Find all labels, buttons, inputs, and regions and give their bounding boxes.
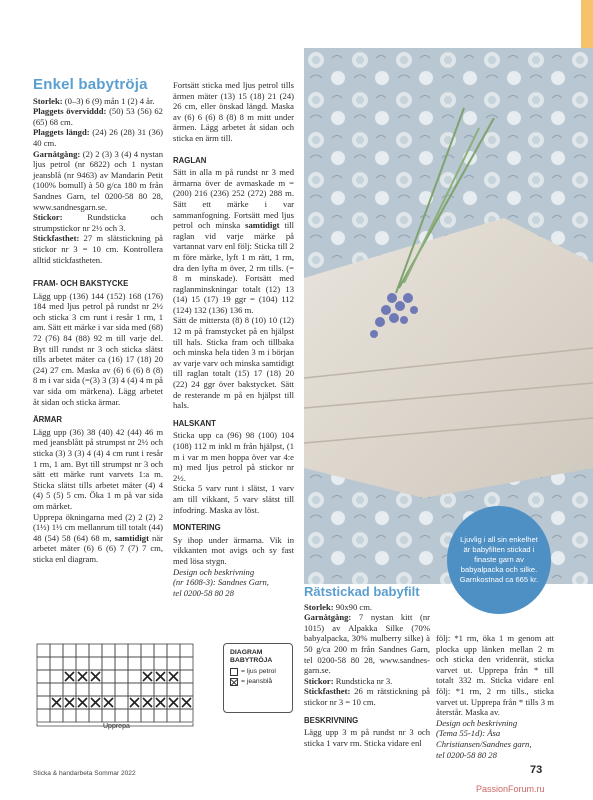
chart-cell — [128, 709, 141, 722]
chart-cell — [89, 644, 102, 657]
watermark: PassionForum.ru — [476, 784, 545, 794]
chart-cell — [50, 657, 63, 670]
chart-legend — [223, 643, 293, 713]
cross-mark — [130, 698, 139, 707]
chart-cell — [102, 644, 115, 657]
magazine-footer: Sticka & handarbeta Sommar 2022 — [33, 770, 136, 777]
cross-mark — [156, 672, 165, 681]
page-number: 73 — [530, 764, 543, 776]
cross-mark — [52, 698, 61, 707]
blanket-description: Lägg upp 3 m på rundst nr 3 och sticka 1 varv rm. Sticka vidare enl — [304, 727, 430, 748]
chart-cell — [141, 683, 154, 696]
design-credit: Design och beskrivning — [436, 717, 518, 728]
chart-cell — [37, 683, 50, 696]
blanket-photo-illustration — [304, 48, 593, 584]
cross-mark — [143, 698, 152, 707]
chart-cell — [115, 696, 128, 709]
chart-cell — [50, 709, 63, 722]
neck-text: Sticka upp ca (96) 98 (100) 104 (108) 112 m inkl m från hjälpst, (1 m i var m men hoppa över var 4:e m) med ljus petrol på stickor nr 2½. — [173, 430, 294, 483]
front-back-text: Lägg upp (136) 144 (152) 168 (176) 184 med ljus petrol på rundst nr 2½ och sticka 3 cm runt i resår 1 rm, 1 am. Sätt ett märke i var sida med (68) 72 (76) 84 (88) 92 m till varje del. Byt till rundst nr 3 och sticka slätst tills arbetet mäter ca (16) 17 (18) 20 (24) 27 cm. Maska av (6) 6 (6) 8 (8) 8 m i var sida (=(3) 3 (3) 4 (4) 4 m på var sida om märkena). Lägg arbetet åt sidan och sticka ärmar. — [33, 290, 163, 407]
chart-cell — [141, 657, 154, 670]
cross-mark — [156, 698, 165, 707]
chart-cell — [63, 644, 76, 657]
chart-cell — [50, 670, 63, 683]
chart-cell — [63, 709, 76, 722]
chart-cell — [50, 644, 63, 657]
page-edge-tab — [581, 0, 593, 48]
design-credit: tel 0200-58 80 28 — [436, 749, 497, 760]
design-credit: Design och beskrivning — [173, 566, 255, 577]
blanket-description-continued: följ: *1 rm, öka 1 m genom att plocka upp länken mellan 2 m och sticka den vridenrät, sticka varvet ut. Upprepa från * till totalt 332 m. Sticka vidare enl följ: *1 rm, 2 rm tills., sticka varvet ut. Upprepa från * tills 3 m återstår. Maska av. — [436, 633, 554, 718]
chart-cell — [141, 709, 154, 722]
length-spec: Plaggets längd: (24) 26 (28) 31 (36) 40 cm. — [33, 127, 163, 148]
cross-mark — [143, 672, 152, 681]
section-heading: HALSKANT — [173, 418, 216, 428]
chart-cell — [89, 657, 102, 670]
section-heading: RAGLAN — [173, 155, 207, 165]
chart-cell — [76, 683, 89, 696]
chart-cell — [115, 683, 128, 696]
chart-cell — [115, 709, 128, 722]
legend-title: BABYTRÖJA — [230, 657, 273, 664]
article-column-2 — [173, 80, 294, 598]
chart-cell — [37, 657, 50, 670]
article-column-1 — [33, 76, 163, 565]
chart-cell — [154, 683, 167, 696]
chart-cell — [37, 644, 50, 657]
gauge-spec: Stickfasthet: 27 m slätstickning på stickor nr 3 = 10 cm. Kontrollera alltid stickfastheten. — [33, 233, 163, 265]
chart-cell — [154, 644, 167, 657]
chart-cell — [115, 670, 128, 683]
raglan-text-2: Sätt de mittersta (8) 8 (10) 10 (12) 12 m på framstycket på en hjälpst till hals. Sticka fram och tillbaka och minska hela tiden 3 m i början av varje varv och minska samtidigt till raglan totalt (15) 17 (18) 20 (22) 24 ggr över bakstycket. Sätt de resterande m på en hjälpst till hals. — [173, 315, 294, 411]
section-heading: FRAM- OCH BAKSTYCKE — [33, 279, 129, 289]
chart-cell — [76, 709, 89, 722]
neck-text-2: Sticka 5 varv runt i slätst, 1 varv am till vikkant, 5 varv slätst till infodring. Maska av löst. — [173, 483, 294, 515]
chart-cell — [154, 657, 167, 670]
chart-cell — [180, 709, 193, 722]
legend-item: = jeansblå — [230, 678, 286, 686]
section-heading: ÄRMAR — [33, 415, 63, 425]
cross-mark — [78, 672, 87, 681]
article2-column-right — [436, 633, 554, 760]
chart-cell — [167, 644, 180, 657]
sleeves-text-2: Upprepa ökningarna med (2) 2 (2) 2 (1½) 1½ cm mellanrum till totalt (44) 48 (54) 58 (64) 68 m, samtidigt när arbetet mäter (6) 6 (6) 7 (7) 7 cm, sticka enl diagram. — [33, 511, 163, 564]
article-title: Enkel babytröja — [33, 76, 148, 93]
cross-mark — [169, 672, 178, 681]
raglan-text: Sätt in alla m på rundst nr 3 med ärmarna över de avmaskade m = (200) 216 (236) 252 (272) 288 m. Sätt ett märke i var sammanfogning. Fortsätt med ljus petrol och minska samtidigt till raglan vid varje märke på vartannat varv enl följ: Sticka till 2 m före märke, lyft 1 m rätt, 1 rm, dra den lyfta m över, 2 rm tills. (= 8 m minskade). Fortsätt med raglanminskningar totalt (12) 13 (14) 15 (17) 19 ggr = (104) 112 (124) 132 (136) 136 m. — [173, 167, 294, 315]
chart-cell — [141, 644, 154, 657]
chart-cell — [128, 644, 141, 657]
yarn-spec: Garnåtgång: (2) 2 (3) 3 (4) 4 nystan ljus petrol (nr 6822) och 1 nystan jeansblå (nr 9463) av Mandarin Petit (100% bomull) à 50 g/ca 180 m från Sandnes Garn, tel 0200-58 80 28, www.sandnesgarn.se. — [33, 148, 163, 212]
cross-mark — [182, 698, 191, 707]
chart-cell — [128, 683, 141, 696]
section-heading: MONTERING — [173, 523, 221, 533]
chart-cell — [37, 670, 50, 683]
legend-item: = ljus petrol — [230, 668, 286, 676]
chart-cell — [115, 657, 128, 670]
design-credit: (Tema 55-1d): Åsa — [436, 728, 501, 739]
blanket-photo — [304, 48, 593, 584]
chart-cell — [102, 670, 115, 683]
cross-mark — [169, 698, 178, 707]
cross-square-icon — [230, 678, 238, 686]
chart-cell — [154, 709, 167, 722]
needles-spec: Stickor: Rundsticka och strumpstickor nr 2½ och 3. — [33, 212, 163, 233]
chart-cell — [102, 657, 115, 670]
chart-cell — [89, 683, 102, 696]
chart-cell — [50, 683, 63, 696]
cross-mark — [91, 698, 100, 707]
cross-mark — [65, 672, 74, 681]
chart-cell — [63, 683, 76, 696]
photo-callout-badge: Ljuvlig i all sin enkelhet är babyfilten stickad i finaste garn av babyalpacka och silke. Garnkostnad ca 665 kr. — [447, 506, 551, 614]
cross-mark — [104, 698, 113, 707]
section-heading: BESKRIVNING — [304, 715, 359, 725]
chart-cell — [102, 709, 115, 722]
chart-cell — [63, 657, 76, 670]
chart-cell — [128, 657, 141, 670]
chart-cell — [76, 644, 89, 657]
cross-mark — [91, 672, 100, 681]
chart-cell — [180, 657, 193, 670]
legend-title: DIAGRAM — [230, 649, 263, 656]
chart-cell — [180, 644, 193, 657]
knitting-chart — [33, 642, 208, 735]
chart-cell — [128, 670, 141, 683]
chart-cell — [89, 709, 102, 722]
article2-title: Rätstickad babyfilt — [304, 584, 420, 599]
chart-cell — [102, 683, 115, 696]
chest-spec: Plaggets överviddd: (50) 53 (56) 62 (65) 68 cm. — [33, 106, 163, 127]
cross-mark — [78, 698, 87, 707]
chart-cell — [37, 709, 50, 722]
chart-cell — [167, 657, 180, 670]
design-credit: Christiansen/Sandnes garn, — [436, 738, 532, 749]
empty-square-icon — [230, 668, 238, 676]
chart-cell — [76, 657, 89, 670]
article2-column-left — [304, 584, 430, 748]
cross-mark — [65, 698, 74, 707]
chart-cell — [167, 683, 180, 696]
chart-cell — [167, 709, 180, 722]
assembly-text: Sy ihop under ärmarna. Vik in vikkanten mot avigs och sy fast med lösa stygn. — [173, 534, 294, 566]
blanket-yarn-spec: Garnåtgång: 7 nystan kitt (nr 1015) av Alpakka Silke (70% babyalpacka, 30% mulberry silke) à 50 g/ca 200 m från Sandnes Garn, tel 0200-58 80 28, www.sandnes-garn.se. — [304, 612, 430, 676]
chart-cell — [180, 670, 193, 683]
size-spec: Storlek: (0–3) 6 (9) mån 1 (2) 4 år. — [33, 95, 155, 106]
knitting-chart-grid — [33, 642, 208, 735]
sleeves-continued-text: Fortsätt sticka med ljus petrol tills ärmen mäter (13) 15 (18) 21 (24) 26 cm, eller önskad längd. Maska av (6) 6 (6) 8 (8) 8 m mitt under ärmen. Lägg arbetet åt sidan och sticka en ärm till. — [173, 80, 294, 143]
chart-cell — [37, 696, 50, 709]
blanket-needles-spec: Stickor: Rundsticka nr 3. — [304, 675, 393, 686]
repeat-label: Upprepa — [103, 723, 130, 730]
design-credit: (nr 1608-3): Sandnes Garn, — [173, 577, 269, 588]
blanket-size-spec: Storlek: 90x90 cm. — [304, 601, 373, 612]
chart-cell — [115, 644, 128, 657]
sleeves-text: Lägg upp (36) 38 (40) 42 (44) 46 m med jeansblått på strumpst nr 2½ och sticka (3) 3 (3) 4 (4) 4 cm runt i resår 1 rm, 1 am. Byt till strumpst nr 3 och sätt ett märke runt varvets 1:a m. Sticka slätst tills arbetet mäter (4) 4 (4) 5 (5) 5 cm. Öka 1 m på var sida om märket. — [33, 426, 163, 511]
design-credit: tel 0200-58 80 28 — [173, 587, 234, 598]
chart-cell — [180, 683, 193, 696]
blanket-gauge-spec: Stickfasthet: 26 m rätstickning på stickor nr 3 = 10 cm. — [304, 686, 430, 707]
